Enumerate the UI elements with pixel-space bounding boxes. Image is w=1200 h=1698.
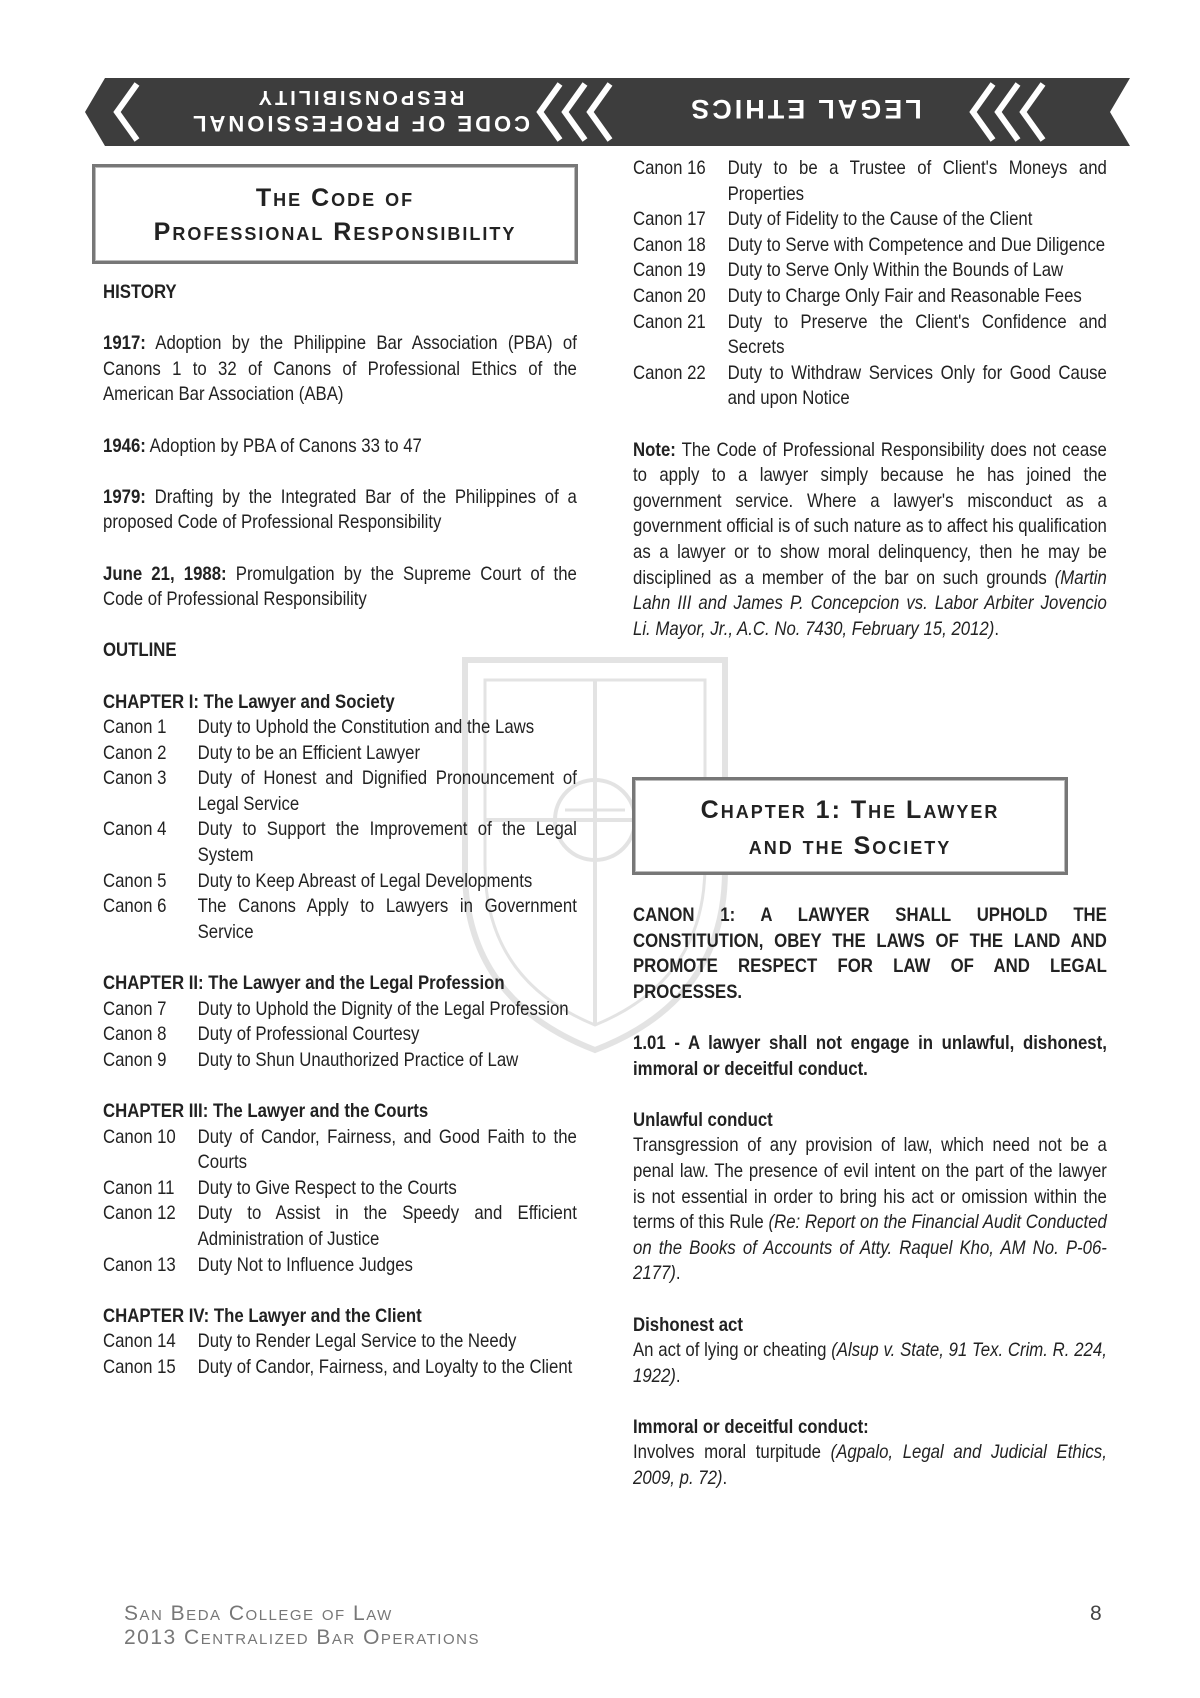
canon-row bbox=[633, 258, 1107, 284]
left-column bbox=[103, 280, 578, 1381]
definition-term: Unlawful conduct bbox=[633, 1108, 773, 1131]
definition-body: Involves moral turpitude bbox=[633, 1441, 831, 1464]
note-paragraph bbox=[633, 438, 1107, 643]
canon-title: Duty to Give Respect to the Courts bbox=[197, 1176, 457, 1199]
canon-title: Duty of Honest and Dignified Pronouncement of Legal Service bbox=[197, 767, 577, 815]
canon-row bbox=[103, 1201, 577, 1252]
canon-title: Duty to Render Legal Service to the Needy bbox=[197, 1330, 517, 1353]
canon-row bbox=[103, 715, 577, 741]
definition-citation: (Agpalo, Legal and Judicial Ethics, 2009, p. 72) bbox=[633, 1441, 1107, 1490]
history-item bbox=[103, 434, 577, 460]
chapter-title: CHAPTER II: The Lawyer and the Legal Profession bbox=[103, 972, 505, 995]
definition-text bbox=[633, 1440, 1107, 1491]
history-heading: HISTORY bbox=[103, 281, 177, 303]
canon-title: Duty to be an Efficient Lawyer bbox=[197, 741, 421, 764]
canon-title: Duty of Professional Courtesy bbox=[197, 1023, 420, 1046]
chapter-box bbox=[632, 777, 1068, 875]
history-text: Drafting by the Integrated Bar of the Philippines of a proposed Code of Professional Responsibility bbox=[103, 485, 577, 534]
canon-number: Canon 5 bbox=[103, 869, 167, 892]
canon-row bbox=[103, 766, 577, 817]
canon-row bbox=[103, 1022, 577, 1048]
history-year: 1917: bbox=[103, 332, 146, 355]
note-text: The Code of Professional Responsibility does not cease to apply to a lawyer simply because he has joined the government service. Where a lawyer's misconduct as a government official is of such nature as to affect his qualification as a lawyer or to show moral delinquency, then he may be disciplined as a member of the bar on such grounds bbox=[633, 438, 1107, 589]
canon-title: Duty to Keep Abreast of Legal Developments bbox=[197, 869, 533, 892]
canon-title: Duty to be a Trustee of Client's Moneys and Properties bbox=[727, 157, 1107, 205]
page-number: 8 bbox=[1090, 1602, 1102, 1625]
canon-number: Canon 21 bbox=[633, 310, 706, 333]
canon1-heading: CANON 1: A LAWYER SHALL UPHOLD THE CONSTITUTION, OBEY THE LAWS OF THE LAND AND PROMOTE RESPECT FOR LAW OF AND LEGAL PROCESSES. bbox=[633, 904, 1107, 1003]
canon-title: Duty of Fidelity to the Cause of the Client bbox=[727, 208, 1033, 231]
canon-number: Canon 1 bbox=[103, 716, 167, 739]
title-box-line2: Professional Responsibility bbox=[153, 218, 517, 246]
canon-title: Duty to Support the Improvement of the Legal System bbox=[197, 818, 577, 867]
note-label: Note: bbox=[633, 438, 676, 461]
canon-row bbox=[103, 1253, 577, 1279]
canon-number: Canon 2 bbox=[103, 741, 167, 764]
history-year: June 21, 1988: bbox=[103, 562, 227, 585]
canon-row bbox=[103, 1355, 577, 1381]
canon-number: Canon 12 bbox=[103, 1202, 176, 1225]
canon-row bbox=[633, 310, 1107, 361]
canon-row bbox=[633, 361, 1107, 412]
definition-citation: (Alsup v. State, 91 Tex. Crim. R. 224, 1922) bbox=[633, 1339, 1107, 1387]
rule-1-01: 1.01 - A lawyer shall not engage in unlawful, dishonest, immoral or deceitful conduct. bbox=[633, 1031, 1107, 1080]
title-box bbox=[92, 164, 578, 264]
canon-number: Canon 6 bbox=[103, 895, 167, 918]
canon-number: Canon 19 bbox=[633, 259, 706, 282]
banner-left-line2: RESPONSIBILITY bbox=[255, 86, 465, 108]
title-box-line1: The Code of bbox=[255, 184, 415, 212]
definition-citation: (Re: Report on the Financial Audit Conducted on the Books of Accounts of Atty. Raquel Kho, AM No. P-06-2177) bbox=[633, 1211, 1107, 1285]
footer-program: 2013 Centralized Bar Operations bbox=[124, 1626, 480, 1649]
canon-row bbox=[103, 869, 577, 895]
canon-number: Canon 9 bbox=[103, 1048, 167, 1071]
canon-row bbox=[103, 1329, 577, 1355]
history-item bbox=[103, 331, 577, 408]
definition-body: Transgression of any provision of law, which need not be a penal law. The presence of evil intent on the part of the lawyer is not essential in order to bring his act or omission within the terms of this Rule bbox=[633, 1134, 1107, 1234]
definition-body: An act of lying or cheating bbox=[633, 1339, 832, 1362]
canon-number: Canon 18 bbox=[633, 233, 706, 256]
canon-row bbox=[103, 1176, 577, 1202]
history-item bbox=[103, 562, 577, 613]
chapter-title: CHAPTER IV: The Lawyer and the Client bbox=[103, 1304, 422, 1327]
canon-title: Duty Not to Influence Judges bbox=[197, 1253, 413, 1276]
chapter-title: CHAPTER III: The Lawyer and the Courts bbox=[103, 1100, 429, 1122]
note-end: . bbox=[994, 617, 1000, 640]
canon-title: Duty of Candor, Fairness, and Loyalty to the Client bbox=[197, 1355, 573, 1378]
definition-text bbox=[633, 1133, 1107, 1287]
banner-left-title bbox=[180, 84, 540, 136]
definition-term: Immoral or deceitful conduct: bbox=[633, 1415, 869, 1438]
history-text: Adoption by the Philippine Bar Association (PBA) of Canons 1 to 32 of Canons of Professional Ethics of the American Bar Association (ABA) bbox=[103, 332, 577, 406]
canon-row bbox=[633, 207, 1107, 233]
definition-end: . bbox=[722, 1467, 728, 1490]
canon-title: Duty of Candor, Fairness, and Good Faith to the Courts bbox=[197, 1125, 577, 1174]
definition-end: . bbox=[675, 1364, 681, 1387]
canon-title: Duty to Assist in the Speedy and Efficient Administration of Justice bbox=[197, 1202, 577, 1250]
canon-row bbox=[633, 284, 1107, 310]
footer-school: San Beda College of Law bbox=[124, 1602, 393, 1625]
canon-title: Duty to Serve with Competence and Due Diligence bbox=[727, 233, 1106, 256]
canon-number: Canon 8 bbox=[103, 1023, 167, 1046]
canon-number: Canon 10 bbox=[103, 1125, 176, 1148]
canon-row bbox=[633, 156, 1107, 207]
canon-number: Canon 13 bbox=[103, 1253, 176, 1276]
canon-title: Duty to Preserve the Client's Confidence and Secrets bbox=[727, 310, 1107, 359]
canon-row bbox=[103, 817, 577, 868]
canon-title: Duty to Uphold the Constitution and the Laws bbox=[197, 716, 535, 739]
canon-number: Canon 15 bbox=[103, 1355, 176, 1378]
canon-row bbox=[103, 1125, 577, 1176]
definition-term: Dishonest act bbox=[633, 1313, 743, 1336]
canon-title: Duty to Charge Only Fair and Reasonable Fees bbox=[727, 284, 1082, 307]
canon-row bbox=[633, 233, 1107, 259]
footer-credit bbox=[124, 1602, 480, 1650]
canon-number: Canon 22 bbox=[633, 361, 706, 384]
canon-number: Canon 20 bbox=[633, 284, 706, 307]
chapter-title: CHAPTER I: The Lawyer and Society bbox=[103, 690, 395, 713]
history-year: 1979: bbox=[103, 485, 146, 508]
canon-number: Canon 17 bbox=[633, 208, 706, 231]
canon-row bbox=[103, 997, 577, 1023]
canon-row bbox=[103, 741, 577, 767]
right-column-top bbox=[633, 156, 1108, 642]
chapter-box-line1: Chapter 1: The Lawyer bbox=[700, 796, 1000, 824]
canon-number: Canon 3 bbox=[103, 767, 167, 790]
history-item bbox=[103, 485, 577, 536]
definition-end: . bbox=[675, 1262, 681, 1285]
canon-title: Duty to Withdraw Services Only for Good Cause and upon Notice bbox=[727, 361, 1107, 410]
canon-row bbox=[103, 894, 577, 945]
banner-left-line1: CODE OF PROFESSIONAL bbox=[190, 111, 530, 136]
canon-number: Canon 16 bbox=[633, 157, 706, 179]
history-year: 1946: bbox=[103, 434, 146, 457]
canon-title: The Canons Apply to Lawyers in Government Service bbox=[197, 895, 577, 943]
header-banner bbox=[85, 78, 1130, 146]
canon-title: Duty to Serve Only Within the Bounds of Law bbox=[727, 259, 1064, 282]
canon-number: Canon 7 bbox=[103, 997, 167, 1020]
canon-number: Canon 11 bbox=[103, 1176, 175, 1199]
note-citation: (Martin Lahn III and James P. Concepcion vs. Labor Arbiter Jovencio Li. Mayor, Jr., A.C. No. 7430, February 15, 2012) bbox=[633, 566, 1107, 640]
chapter-box-line2: and the Society bbox=[748, 832, 952, 860]
canon-number: Canon 14 bbox=[103, 1330, 176, 1353]
history-text: Adoption by PBA of Canons 33 to 47 bbox=[145, 434, 422, 457]
banner-right-title: LEGAL ETHICS bbox=[688, 94, 922, 124]
canon-title: Duty to Uphold the Dignity of the Legal Profession bbox=[197, 997, 569, 1020]
canon-row bbox=[103, 1048, 577, 1074]
canon-number: Canon 4 bbox=[103, 818, 167, 841]
outline-heading: OUTLINE bbox=[103, 639, 177, 662]
right-column-bottom bbox=[633, 903, 1108, 1492]
history-text: Promulgation by the Supreme Court of the Code of Professional Responsibility bbox=[103, 562, 577, 611]
definition-text bbox=[633, 1338, 1107, 1389]
canon-title: Duty to Shun Unauthorized Practice of Law bbox=[197, 1048, 519, 1071]
